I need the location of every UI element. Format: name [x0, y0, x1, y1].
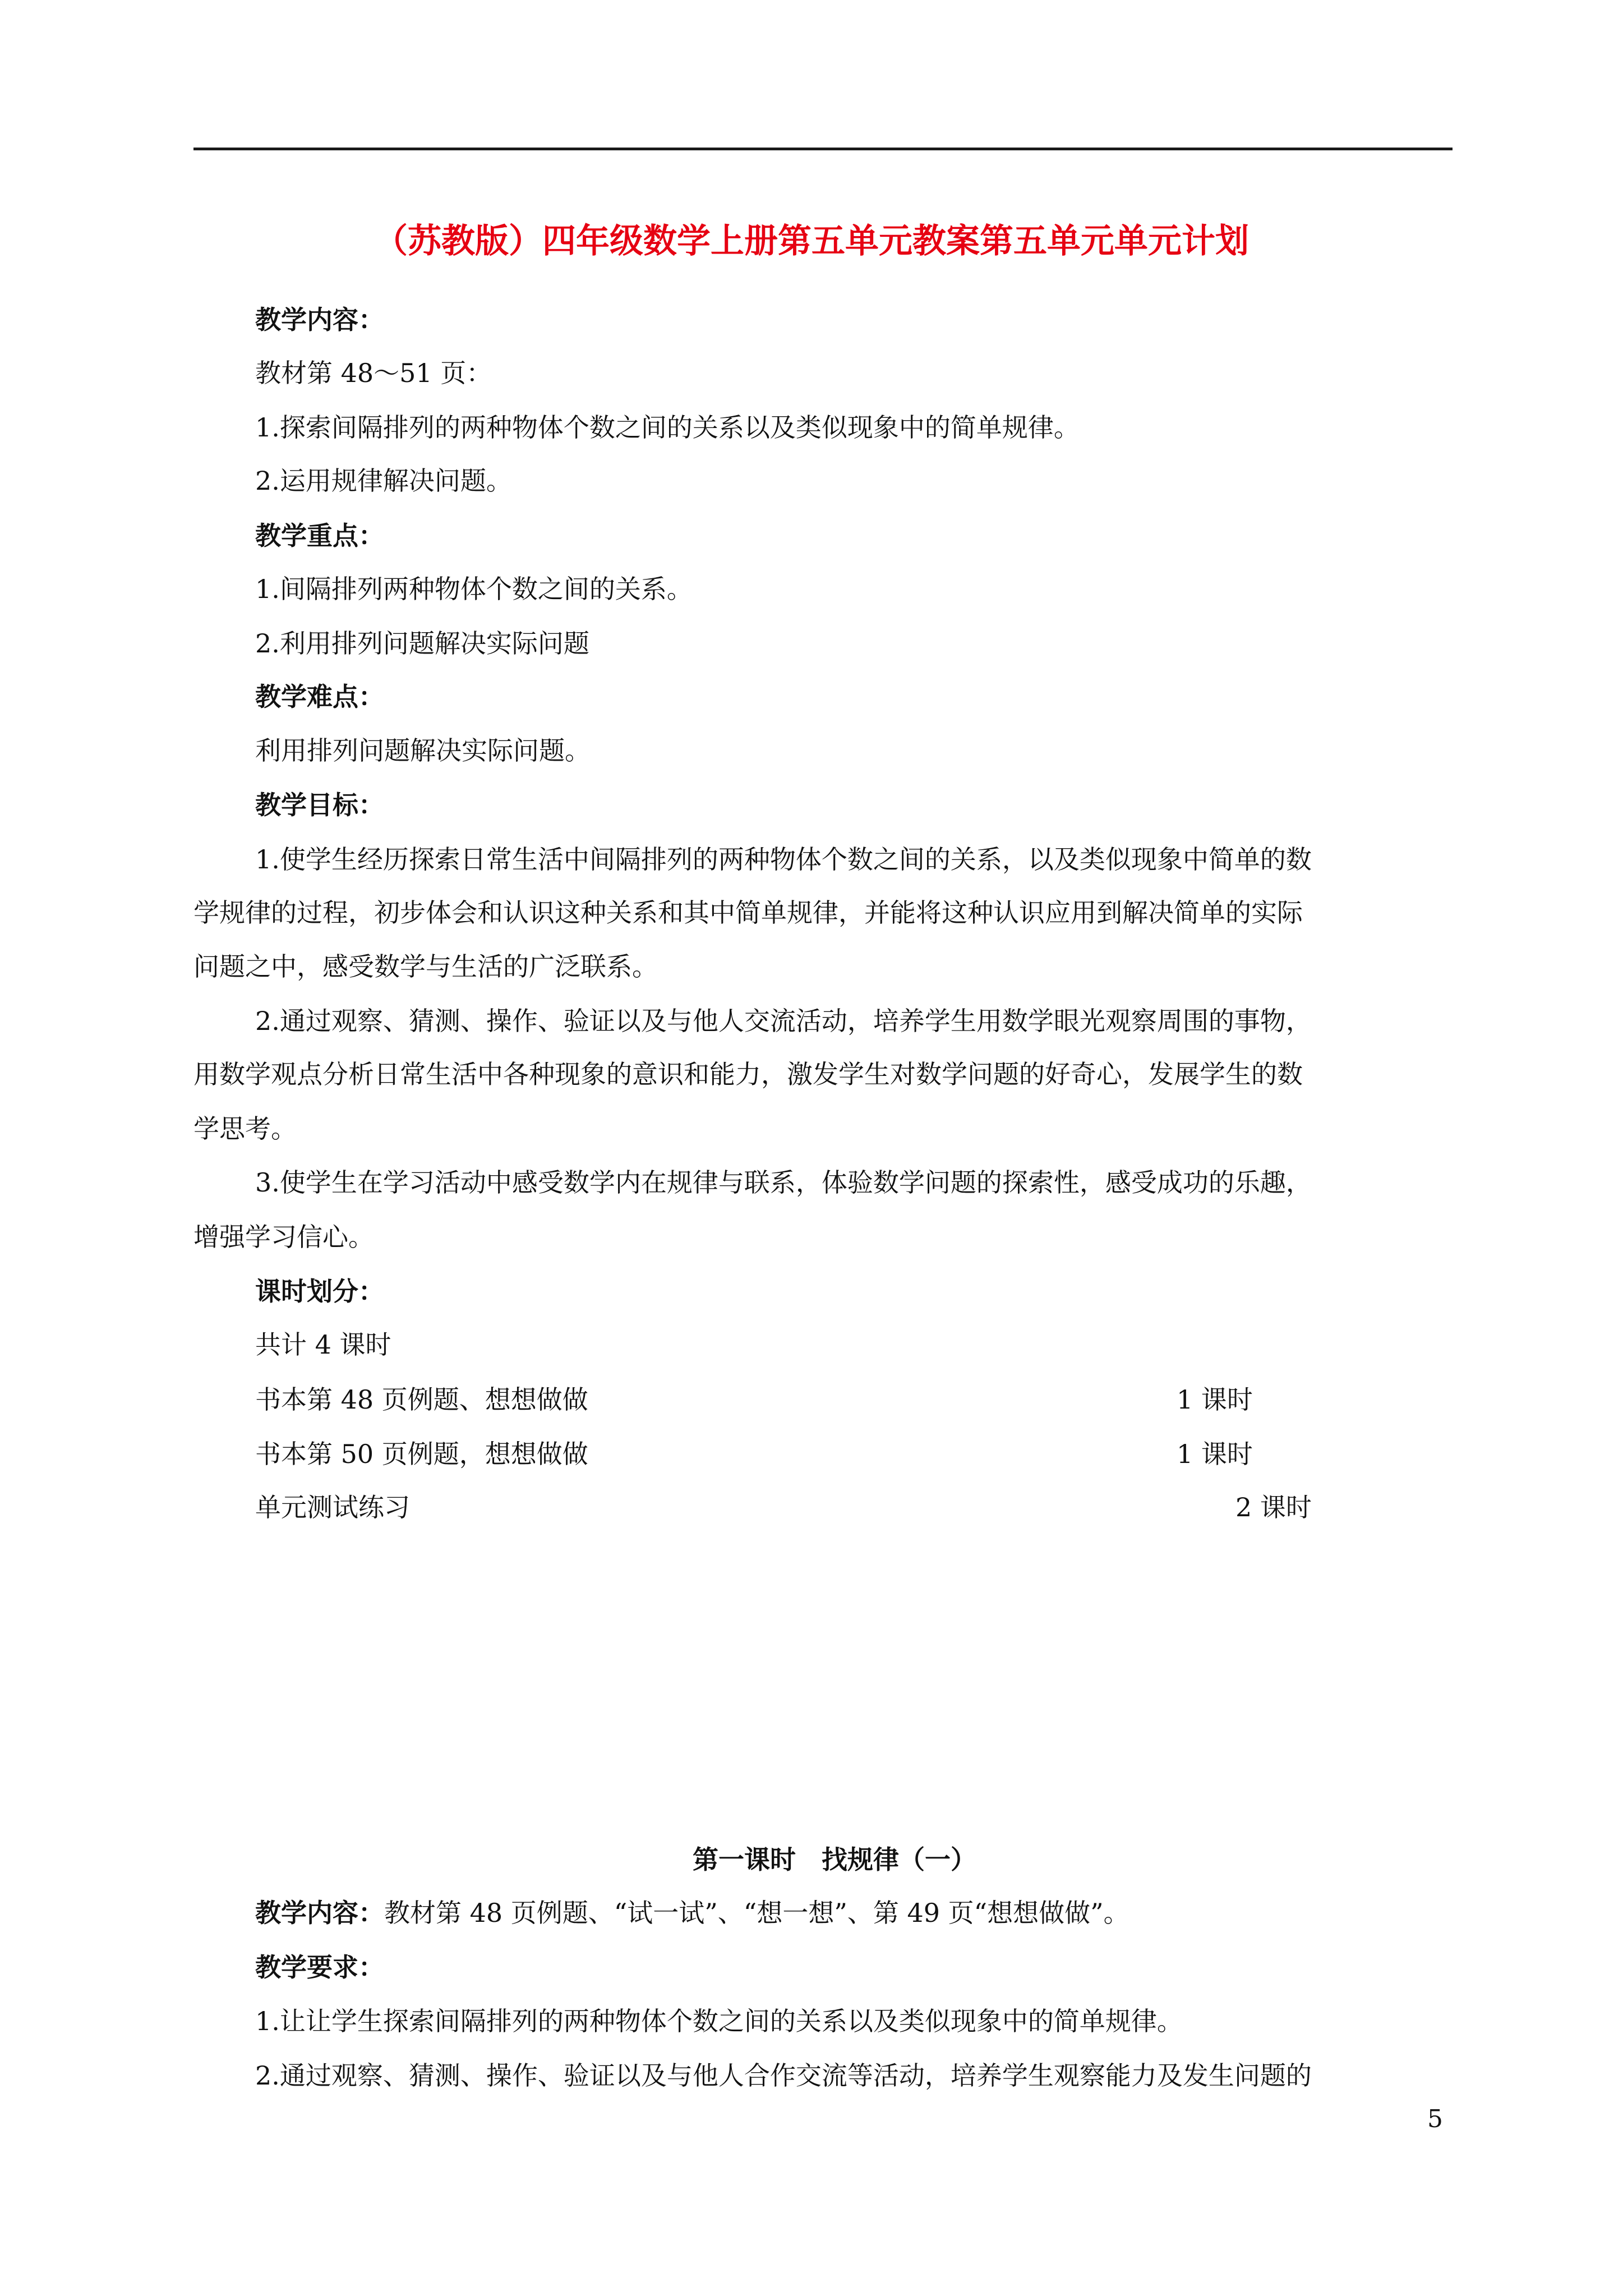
schedule-row-hours: 2 课时	[1235, 1492, 1312, 1522]
schedule-row-item: 书本第 50 页例题，想想做做	[255, 1439, 588, 1469]
goals-line: 问题之中，感受数学与生活的广泛联系。	[193, 951, 658, 982]
schedule-total: 共计 4 课时	[255, 1329, 391, 1360]
goals-line: 增强学习信心。	[193, 1222, 374, 1252]
difficulty-text: 利用排列问题解决实际问题。	[255, 735, 591, 766]
goals-line: 学规律的过程，初步体会和认识这种关系和其中简单规律，并能将这种认识应用到解决简单的实际	[193, 898, 1303, 928]
content-heading: 教学内容：	[255, 305, 384, 335]
key-item: 1.间隔排列两种物体个数之间的关系。	[255, 574, 693, 604]
schedule-row-item: 书本第 48 页例题、想想做做	[255, 1384, 588, 1415]
lesson1-content-label: 教学内容：	[255, 1898, 384, 1928]
lesson1-req-heading: 教学要求：	[255, 1952, 384, 1982]
lesson1-content-text: 教材第 48 页例题、“试一试”、“想一想”、第 49 页“想想做做”。	[384, 1898, 1129, 1928]
schedule-row-hours: 1 课时	[1177, 1384, 1253, 1415]
header-rule	[193, 148, 1453, 150]
page-number: 5	[1427, 2105, 1443, 2133]
content-item: 2.运用规律解决问题。	[255, 466, 512, 496]
lesson1-req-item: 2.通过观察、猜测、操作、验证以及与他人合作交流等活动，培养学生观察能力及发生问题的	[255, 2060, 1312, 2091]
content-item: 1.探索间隔排列的两种物体个数之间的关系以及类似现象中的简单规律。	[255, 412, 1080, 443]
lesson1-heading: 第一课时 找规律（一）	[693, 1844, 976, 1875]
goals-line: 2.通过观察、猜测、操作、验证以及与他人交流活动，培养学生用数学眼光观察周围的事物，	[255, 1006, 1312, 1036]
goals-line: 3.使学生在学习活动中感受数学内在规律与联系，体验数学问题的探索性，感受成功的乐趣，	[255, 1167, 1312, 1198]
difficulty-heading: 教学难点：	[255, 682, 384, 712]
document-title: （苏教版）四年级数学上册第五单元教案第五单元单元计划	[374, 222, 1249, 261]
goals-line: 学思考。	[193, 1114, 297, 1144]
content-source: 教材第 48～51 页：	[255, 358, 492, 388]
lesson1-req-item: 1.让让学生探索间隔排列的两种物体个数之间的关系以及类似现象中的简单规律。	[255, 2006, 1183, 2036]
key-heading: 教学重点：	[255, 521, 384, 551]
goals-line: 用数学观点分析日常生活中各种现象的意识和能力，激发学生对数学问题的好奇心，发展学生的数	[193, 1059, 1303, 1089]
schedule-row-item: 单元测试练习	[255, 1492, 410, 1522]
key-item: 2.利用排列问题解决实际问题	[255, 628, 589, 659]
goals-heading: 教学目标：	[255, 790, 384, 820]
schedule-row-hours: 1 课时	[1177, 1439, 1253, 1469]
lesson1-content	[255, 1893, 1129, 1932]
schedule-heading: 课时划分：	[255, 1276, 384, 1306]
goals-line: 1.使学生经历探索日常生活中间隔排列的两种物体个数之间的关系，以及类似现象中简单的数	[255, 844, 1312, 875]
